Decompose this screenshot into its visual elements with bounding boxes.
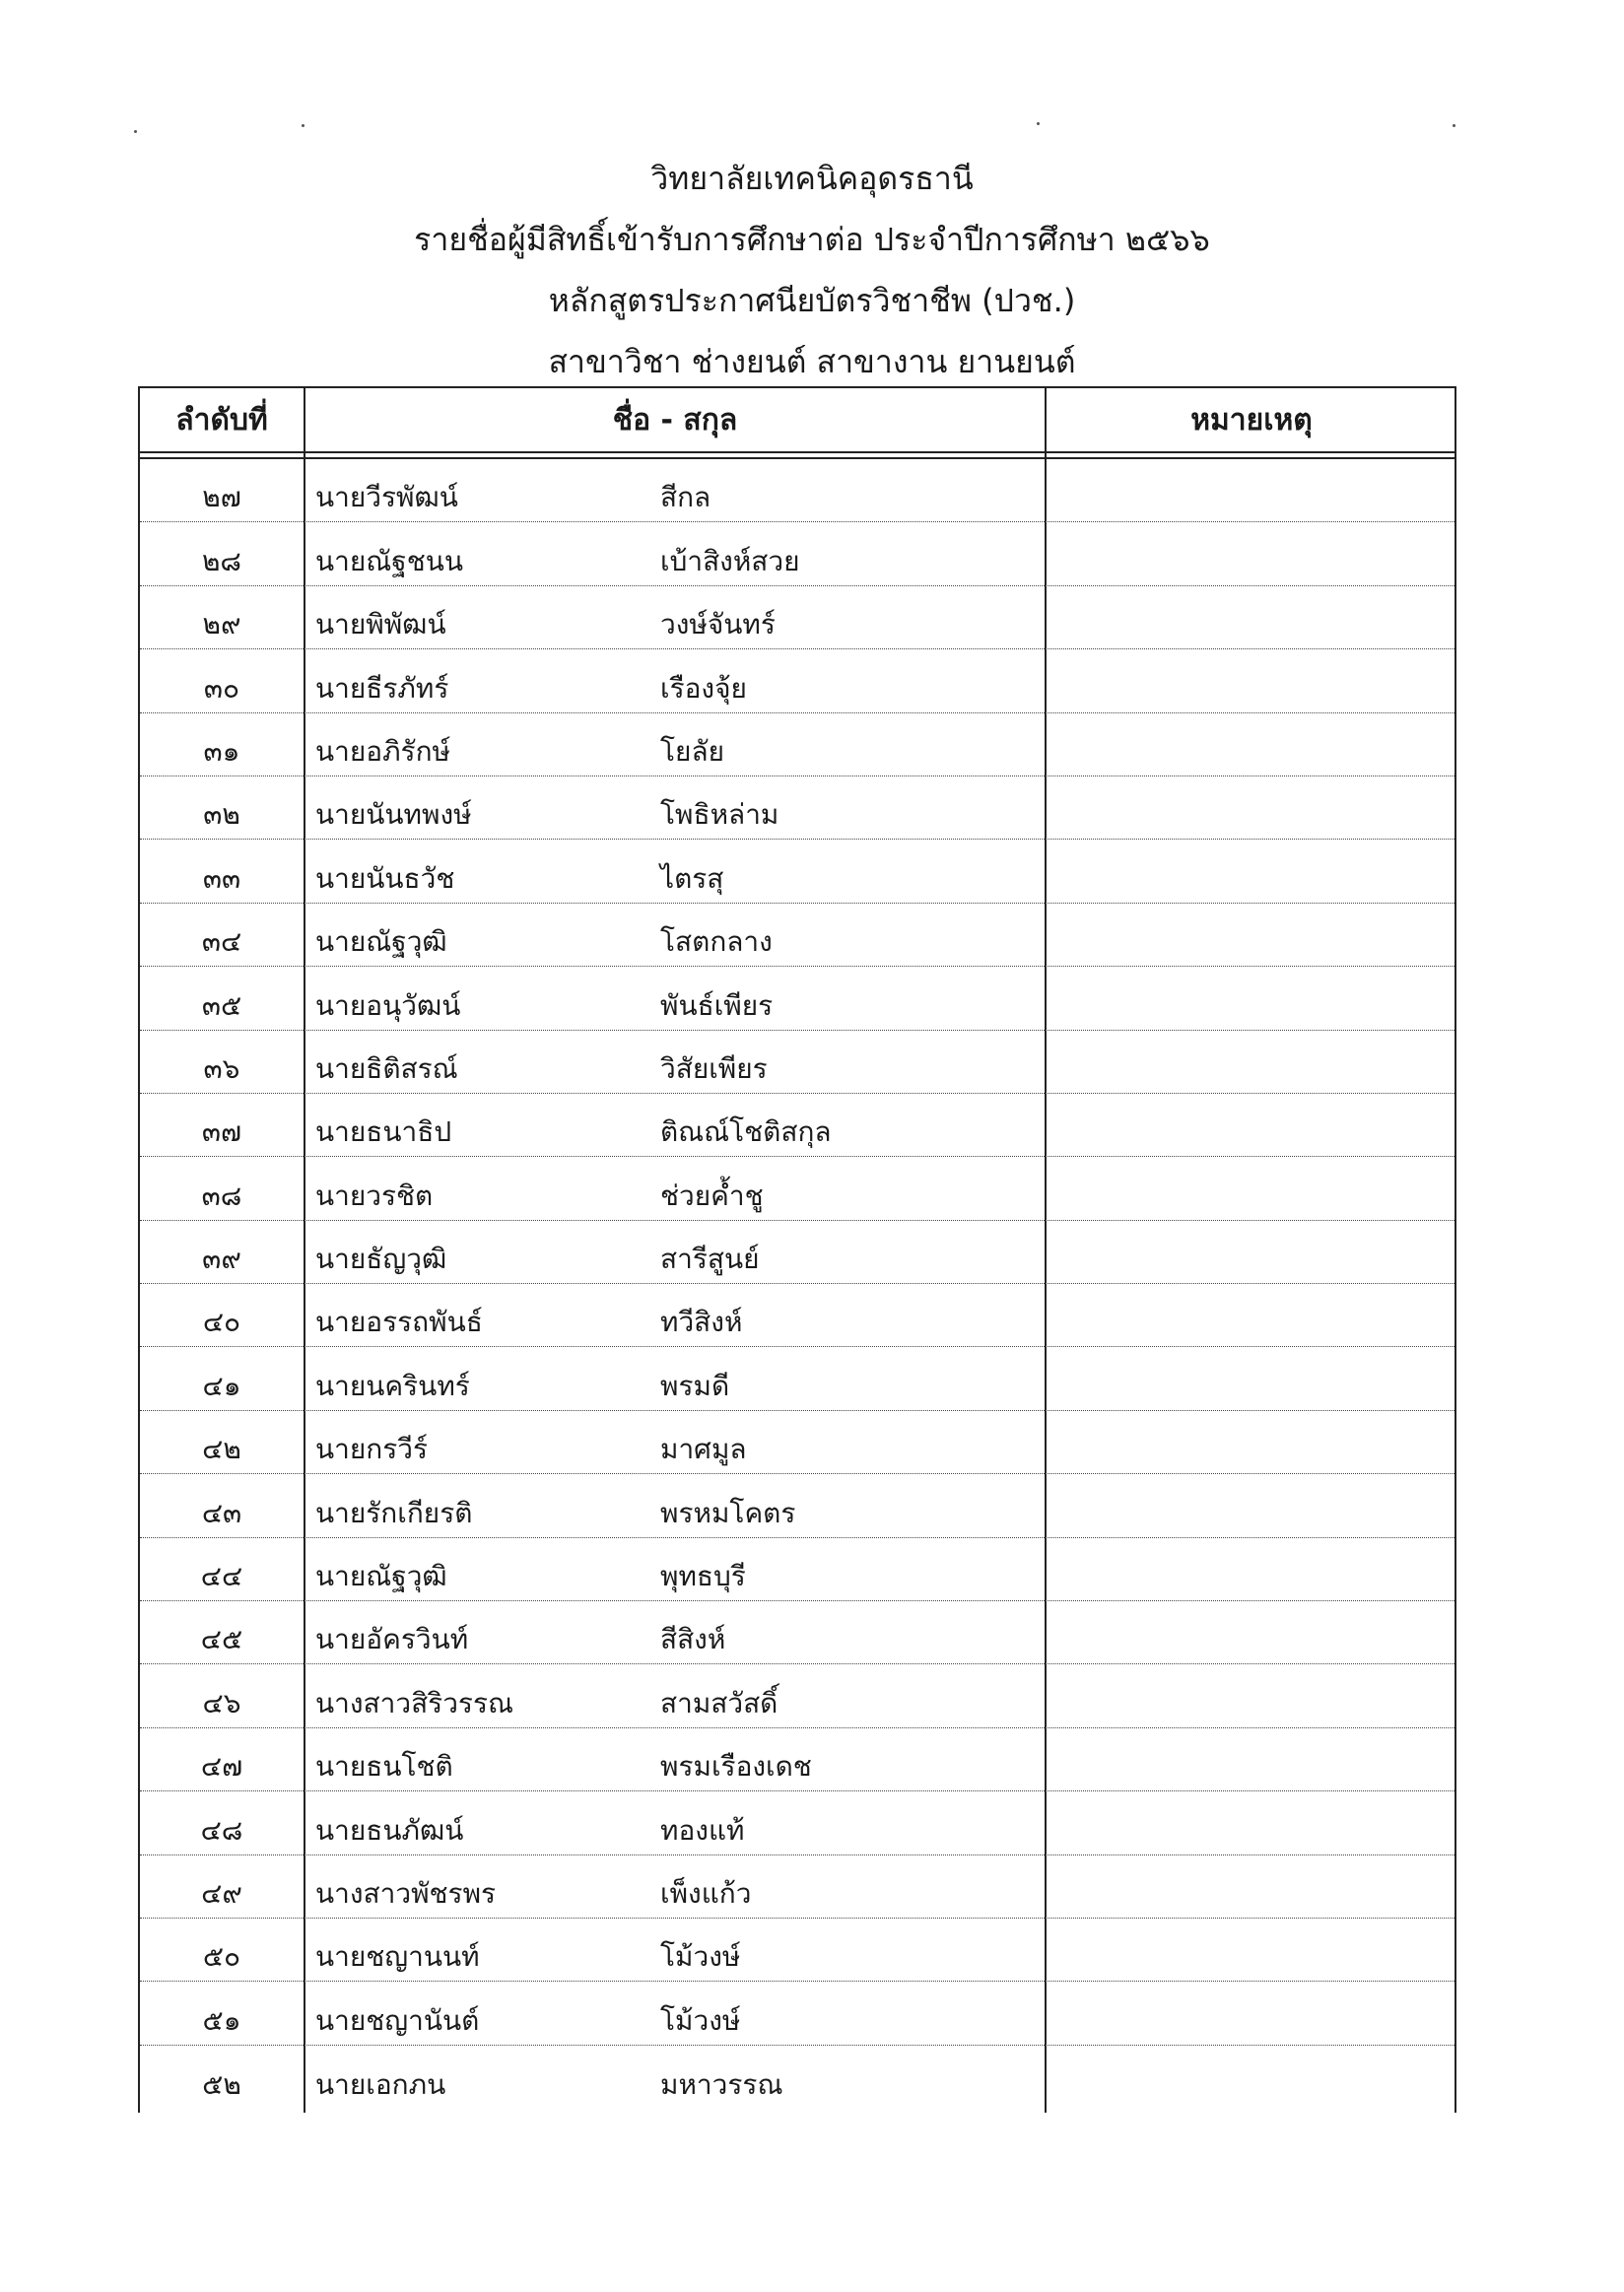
- table-row: [140, 1601, 1455, 1664]
- table-row: [140, 776, 1455, 840]
- row-first-name: นายณัฐวุฒิ: [315, 925, 447, 959]
- table-row: [140, 649, 1455, 712]
- column-header-name: ชื่อ - สกุล: [612, 403, 738, 438]
- table-row: [140, 1411, 1455, 1474]
- row-last-name: สารีสูนย์: [660, 1243, 760, 1276]
- row-first-name: นายรักเกียรติ: [315, 1496, 473, 1529]
- table-row: [140, 1284, 1455, 1347]
- row-number: ๔๒: [202, 1433, 241, 1466]
- row-first-name: นายอัครวินท์: [315, 1623, 469, 1656]
- row-first-name: นายอนุวัฒน์: [315, 988, 461, 1022]
- row-first-name: นายนันทพงษ์: [315, 798, 472, 832]
- row-last-name: ไตรสุ: [660, 861, 724, 895]
- row-last-name: มหาวรรณ: [660, 2068, 783, 2102]
- row-first-name: นายธัญวุฒิ: [315, 1243, 447, 1276]
- row-number: ๔๐: [202, 1306, 241, 1339]
- row-number: ๓๖: [203, 1051, 240, 1085]
- row-number: ๓๐: [203, 671, 240, 705]
- table-row: [140, 2046, 1455, 2109]
- row-last-name: โยลัย: [660, 734, 725, 768]
- table-row: [140, 713, 1455, 776]
- row-first-name: นายนครินทร์: [315, 1369, 470, 1402]
- row-last-name: ช่วยค้ำชู: [660, 1179, 764, 1212]
- row-number: ๓๓: [202, 861, 241, 895]
- row-last-name: ติณณ์โชติสกุล: [660, 1115, 832, 1149]
- row-first-name: นางสาวสิริวรรณ: [315, 1686, 513, 1719]
- document-title: รายชื่อผู้มีสิทธิ์เข้ารับการศึกษาต่อ ประจำปีการศึกษา ๒๕๖๖: [414, 221, 1210, 258]
- row-number: ๕๐: [202, 1940, 241, 1974]
- row-last-name: เบ้าสิงห์สวย: [660, 544, 800, 577]
- row-number: ๒๙: [202, 608, 241, 641]
- row-number: ๔๘: [200, 1813, 243, 1847]
- row-number: ๓๑: [203, 734, 240, 768]
- row-number: ๕๑: [202, 2003, 241, 2037]
- table-row: [140, 1855, 1455, 1919]
- row-last-name: โม้วงษ์: [660, 1940, 741, 1974]
- row-number: ๓๒: [203, 798, 240, 832]
- row-number: ๔๓: [201, 1496, 242, 1529]
- row-first-name: นายธนโชติ: [315, 1750, 453, 1784]
- row-last-name: โพธิหล่าม: [660, 798, 779, 832]
- row-last-name: โม้วงษ์: [660, 2003, 741, 2037]
- row-first-name: นายพิพัฒน์: [315, 608, 446, 641]
- row-number: ๓๕: [201, 988, 242, 1022]
- scan-speck: [302, 124, 304, 127]
- column-header-remark: หมายเหตุ: [1190, 403, 1313, 438]
- row-last-name: เพ็งแก้ว: [660, 1876, 752, 1910]
- table-row: [140, 1157, 1455, 1220]
- row-number: ๓๗: [201, 1115, 242, 1149]
- row-first-name: นายเอกภน: [315, 2068, 446, 2102]
- row-number: ๔๔: [200, 1560, 243, 1593]
- row-number: ๕๒: [202, 2068, 241, 2102]
- row-last-name: สีสิงห์: [660, 1623, 726, 1656]
- row-first-name: นายธีรภัทร์: [315, 671, 449, 705]
- row-first-name: นางสาวพัชรพร: [315, 1876, 497, 1910]
- row-number: ๔๑: [202, 1369, 241, 1402]
- row-number: ๔๖: [202, 1686, 241, 1719]
- row-last-name: วิสัยเพียร: [660, 1051, 768, 1085]
- table-row: [140, 967, 1455, 1030]
- row-first-name: นายธนภัฒน์: [315, 1813, 464, 1847]
- table-row: [140, 1347, 1455, 1410]
- row-first-name: นายณัฐวุฒิ: [315, 1560, 447, 1593]
- table-row: [140, 1094, 1455, 1157]
- major-name: สาขาวิชา ช่างยนต์ สาขางาน ยานยนต์: [548, 343, 1076, 380]
- table-row: [140, 1728, 1455, 1791]
- row-number: ๔๗: [200, 1750, 243, 1784]
- row-number: ๓๔: [201, 925, 242, 959]
- table-row: [140, 522, 1455, 585]
- table-body: [140, 459, 1455, 2109]
- program-name: หลักสูตรประกาศนียบัตรวิชาชีพ (ปวช.): [548, 282, 1076, 319]
- row-first-name: นายอภิรักษ์: [315, 734, 450, 768]
- scan-speck: [1037, 122, 1040, 125]
- scan-speck: [134, 130, 137, 133]
- table-row: [140, 1791, 1455, 1854]
- row-number: ๓๙: [202, 1243, 241, 1276]
- row-number: ๔๕: [200, 1623, 243, 1656]
- row-last-name: พรมเรืองเดช: [660, 1750, 812, 1784]
- table-row: [140, 459, 1455, 522]
- row-first-name: นายธนาธิป: [315, 1115, 452, 1149]
- table-row: [140, 1664, 1455, 1727]
- row-first-name: นายชญานันต์: [315, 2003, 480, 2037]
- row-last-name: ทองแท้: [660, 1813, 745, 1847]
- row-number: ๒๗: [202, 481, 241, 514]
- row-last-name: พันธ์เพียร: [660, 988, 774, 1022]
- row-last-name: มาศมูล: [660, 1433, 747, 1466]
- row-last-name: สีกล: [660, 481, 711, 514]
- row-number: ๒๘: [201, 544, 242, 577]
- row-last-name: วงษ์จันทร์: [660, 608, 776, 641]
- row-last-name: ทวีสิงห์: [660, 1306, 743, 1339]
- table-row: [140, 1538, 1455, 1601]
- document-header: [0, 148, 1624, 392]
- table-row: [140, 1474, 1455, 1537]
- table-row: [140, 1031, 1455, 1094]
- table-row: [140, 586, 1455, 649]
- row-first-name: นายวรชิต: [315, 1179, 434, 1212]
- table-header-row: [140, 388, 1455, 453]
- scan-speck: [1453, 124, 1455, 127]
- column-header-no: ลำดับที่: [175, 403, 268, 438]
- institution-name: วิทยาลัยเทคนิคอุดรธานี: [650, 160, 974, 197]
- table-row: [140, 840, 1455, 903]
- row-last-name: โสตกลาง: [660, 925, 773, 959]
- table-row: [140, 1982, 1455, 2045]
- row-last-name: พุทธบุรี: [660, 1560, 746, 1593]
- row-first-name: นายอรรถพันธ์: [315, 1306, 483, 1339]
- row-last-name: เรืองจุ้ย: [660, 671, 747, 705]
- row-first-name: นายกรวีร์: [315, 1433, 429, 1466]
- table-row: [140, 904, 1455, 967]
- row-first-name: นายธิติสรณ์: [315, 1051, 458, 1085]
- row-number: ๔๙: [201, 1876, 242, 1910]
- row-last-name: สามสวัสดิ์: [660, 1686, 778, 1719]
- table-row: [140, 1221, 1455, 1284]
- row-last-name: พรหมโคตร: [660, 1496, 796, 1529]
- table-row: [140, 1919, 1455, 1982]
- row-first-name: นายนันธวัช: [315, 861, 455, 895]
- row-first-name: นายณัฐชนน: [315, 544, 463, 577]
- row-first-name: นายชญานนท์: [315, 1940, 480, 1974]
- student-list-table: [138, 386, 1456, 2113]
- row-first-name: นายวีรพัฒน์: [315, 481, 458, 514]
- row-number: ๓๘: [201, 1179, 242, 1212]
- row-last-name: พรมดี: [660, 1369, 730, 1402]
